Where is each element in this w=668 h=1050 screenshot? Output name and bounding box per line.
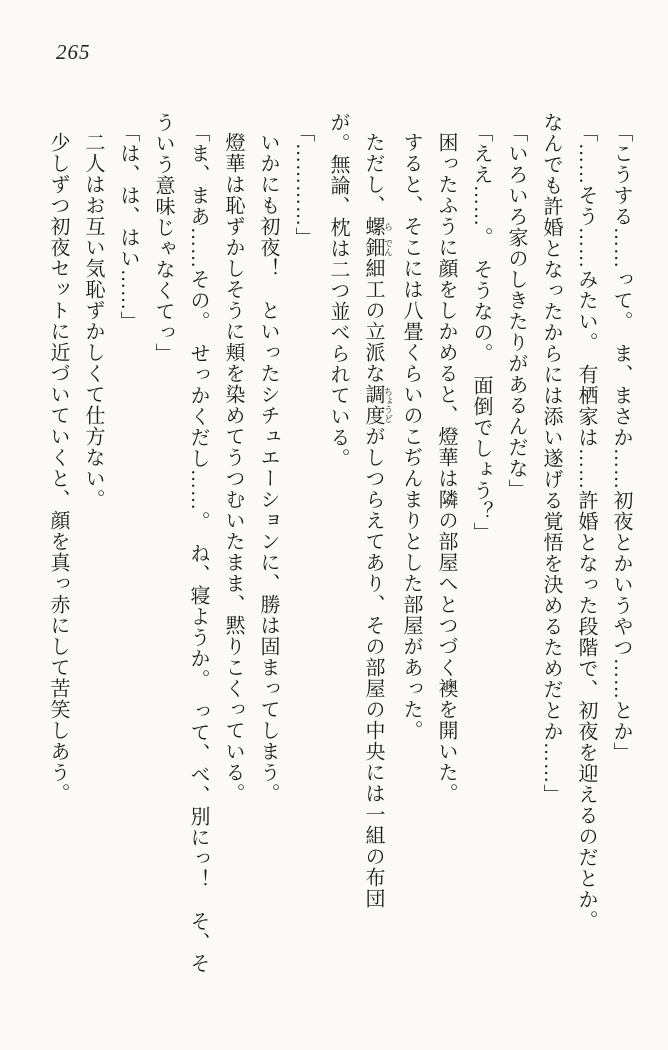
text-line: すると、そこには八畳くらいのこぢんまりとした部屋があった。: [400, 132, 422, 741]
text-line: 「ええ……。 そうなの。 面倒でしょう？」: [470, 122, 492, 543]
page-number: 265: [56, 40, 91, 64]
text-line: ういう意味じゃなくてっ」: [152, 112, 174, 364]
text-line: 燈華は恥ずかしそうに頬を染めてうつむいたまま、黙りこくっている。: [222, 132, 244, 804]
text-line: 「いろいろ家のしきたりがあるんだな」: [505, 122, 527, 500]
text-line: 二人はお互い気恥ずかしくて仕方ない。: [82, 132, 104, 510]
text-line: ただし、螺 ら鈿 でん細工の立派な調度 ちょうどがしつらえてあり、その部屋の中央には一組の布団: [362, 132, 393, 909]
text-block: [40, 112, 638, 1042]
text-line: 少しずつ初夜セットに近づいていくと、顔を真っ赤にして苦笑しあう。: [47, 132, 69, 804]
ruby-annotated-word: 鈿 でん: [362, 237, 393, 258]
text-line: いかにも初夜！ といったシチュエーションに、勝は固まってしまう。: [257, 132, 279, 804]
text-line: なんでも許婚となったからには添い遂げる覚悟を決めるためだとか……」: [540, 112, 562, 805]
text-line: が。無論、枕は二つ並べられている。: [327, 112, 349, 469]
text-line: 「は、は、はい……」: [117, 122, 139, 332]
text-line: 困ったふうに顔をしかめると、燈華は隣の部屋へとつづく襖を開いた。: [435, 132, 457, 804]
ruby-annotated-word: 調度 ちょうど: [362, 384, 393, 426]
text-line: 「…………」: [292, 122, 314, 248]
ruby-annotated-word: 螺 ら: [362, 216, 393, 237]
text-line: 「……そう……みたい。 有栖家は……許婚となった段階で、初夜を迎えるのだとか。: [575, 122, 597, 931]
text-line: 「ま、まあ……その。 せっかくだし……。 ね、寝ようか。 って、べ、別にっ！ そ、そ: [187, 122, 209, 974]
text-line: 「こうする……って。 ま、まさか……初夜とかいうやつ……とか」: [610, 122, 632, 763]
